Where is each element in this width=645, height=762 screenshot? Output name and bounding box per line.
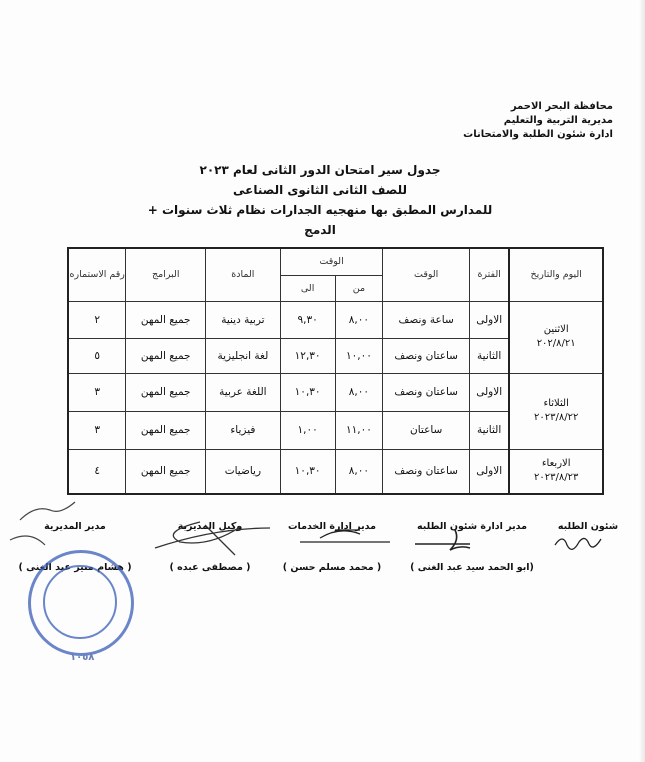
day-date: ٢٠٢/٨/٢١ [536, 338, 576, 349]
day-date: ٢٠٢٣/٨/٢٣ [534, 472, 579, 484]
day-name: الاربعاء [541, 458, 571, 470]
subject-cell: اللغة عربية [206, 373, 281, 411]
form-no-cell: ٥ [68, 338, 126, 373]
day-date: ٢٠٢٣/٨/٢٢ [534, 412, 579, 423]
period-cell: الثانية [469, 338, 509, 373]
to-cell: ١٠,٣٠ [280, 373, 335, 411]
signature-title: مدير ادارة الخدمات [287, 521, 377, 532]
day-name: الثلاثاء [543, 398, 569, 409]
document-title [140, 160, 500, 240]
period-cell: الاولى [469, 301, 509, 338]
form-no-cell: ٤ [68, 449, 126, 494]
duration-cell: ساعتان [383, 411, 470, 449]
programs-cell: جميع المهن [126, 338, 206, 373]
from-cell: ١١,٠٠ [335, 411, 383, 449]
table-row [68, 301, 603, 338]
title-line: للصف الثانى الثانوى الصناعى [233, 183, 407, 197]
signature-name: ( هشام منير عبد الغنى ) [18, 562, 132, 573]
period-cell: الاولى [469, 449, 509, 494]
duration-cell: ساعة ونصف [383, 301, 470, 338]
programs-cell: جميع المهن [126, 411, 206, 449]
stamp-number: ١٠٥٨ [70, 652, 95, 663]
col-header-duration: الوقت [383, 248, 470, 301]
duration-cell: ساعتان ونصف [383, 338, 470, 373]
table-row [68, 373, 603, 411]
col-header-subject: المادة [206, 248, 281, 301]
signature-name: ( محمد مسلم حسن ) [282, 562, 382, 573]
from-cell: ٨,٠٠ [335, 373, 383, 411]
exam-schedule-table [67, 247, 604, 495]
signature-name: (ابو الحمد سيد عبد الغنى ) [410, 562, 534, 573]
form-no-cell: ٢ [68, 301, 126, 338]
to-cell: ٩,٣٠ [280, 301, 335, 338]
page-edge [639, 0, 645, 762]
subject-cell: رياضيات [206, 449, 281, 494]
duration-cell: ساعتان ونصف [383, 373, 470, 411]
title-line: للمدارس المطبق بها منهجيه الجدارات نظام ثلاث سنوات + الدمج [147, 203, 493, 237]
signature-name: ( مصطفى عبده ) [169, 562, 251, 573]
subject-cell: تربية دينية [206, 301, 281, 338]
col-header-time: الوقت [280, 248, 383, 275]
header-row [68, 248, 603, 275]
period-cell: الاولى [469, 373, 509, 411]
col-header-period: الفترة [469, 248, 509, 301]
org-line: محافظة البحر الاحمر [510, 101, 613, 112]
official-stamp [28, 550, 134, 656]
col-header-form-no: رقم الاستماره [68, 248, 126, 301]
programs-cell: جميع المهن [126, 301, 206, 338]
programs-cell: جميع المهن [126, 449, 206, 494]
org-line: مديرية التربية والتعليم [503, 115, 613, 126]
table-row [68, 449, 603, 494]
programs-cell: جميع المهن [126, 373, 206, 411]
from-cell: ٨,٠٠ [335, 449, 383, 494]
organization-header [463, 100, 613, 142]
subject-cell: فيزياء [206, 411, 281, 449]
col-header-day: اليوم والتاريخ [509, 248, 603, 301]
signature-title: وكيل المديرية [177, 521, 243, 532]
title-line: جدول سير امتحان الدور الثانى لعام ٢٠٢٣ [199, 163, 441, 177]
duration-cell: ساعتان ونصف [383, 449, 470, 494]
signature-title: مدير المديرية [44, 521, 106, 532]
day-date-cell [509, 449, 603, 494]
signature-title: مدير ادارة شئون الطلبه [416, 521, 528, 532]
day-date-cell [509, 301, 603, 373]
org-line: ادارة شئون الطلبة والامتحانات [463, 129, 613, 140]
from-cell: ٨,٠٠ [335, 301, 383, 338]
period-cell: الثانية [469, 411, 509, 449]
col-header-to: الى [280, 275, 335, 301]
col-header-from: من [335, 275, 383, 301]
col-header-programs: البرامج [126, 248, 206, 301]
day-date-cell [509, 373, 603, 449]
day-name: الاثنين [543, 324, 569, 335]
subject-cell: لغة انجليزية [206, 338, 281, 373]
to-cell: ١٢,٣٠ [280, 338, 335, 373]
signature-title: شئون الطلبه [557, 521, 619, 532]
from-cell: ١٠,٠٠ [335, 338, 383, 373]
form-no-cell: ٣ [68, 411, 126, 449]
form-no-cell: ٣ [68, 373, 126, 411]
to-cell: ١٠,٣٠ [280, 449, 335, 494]
to-cell: ١,٠٠ [280, 411, 335, 449]
